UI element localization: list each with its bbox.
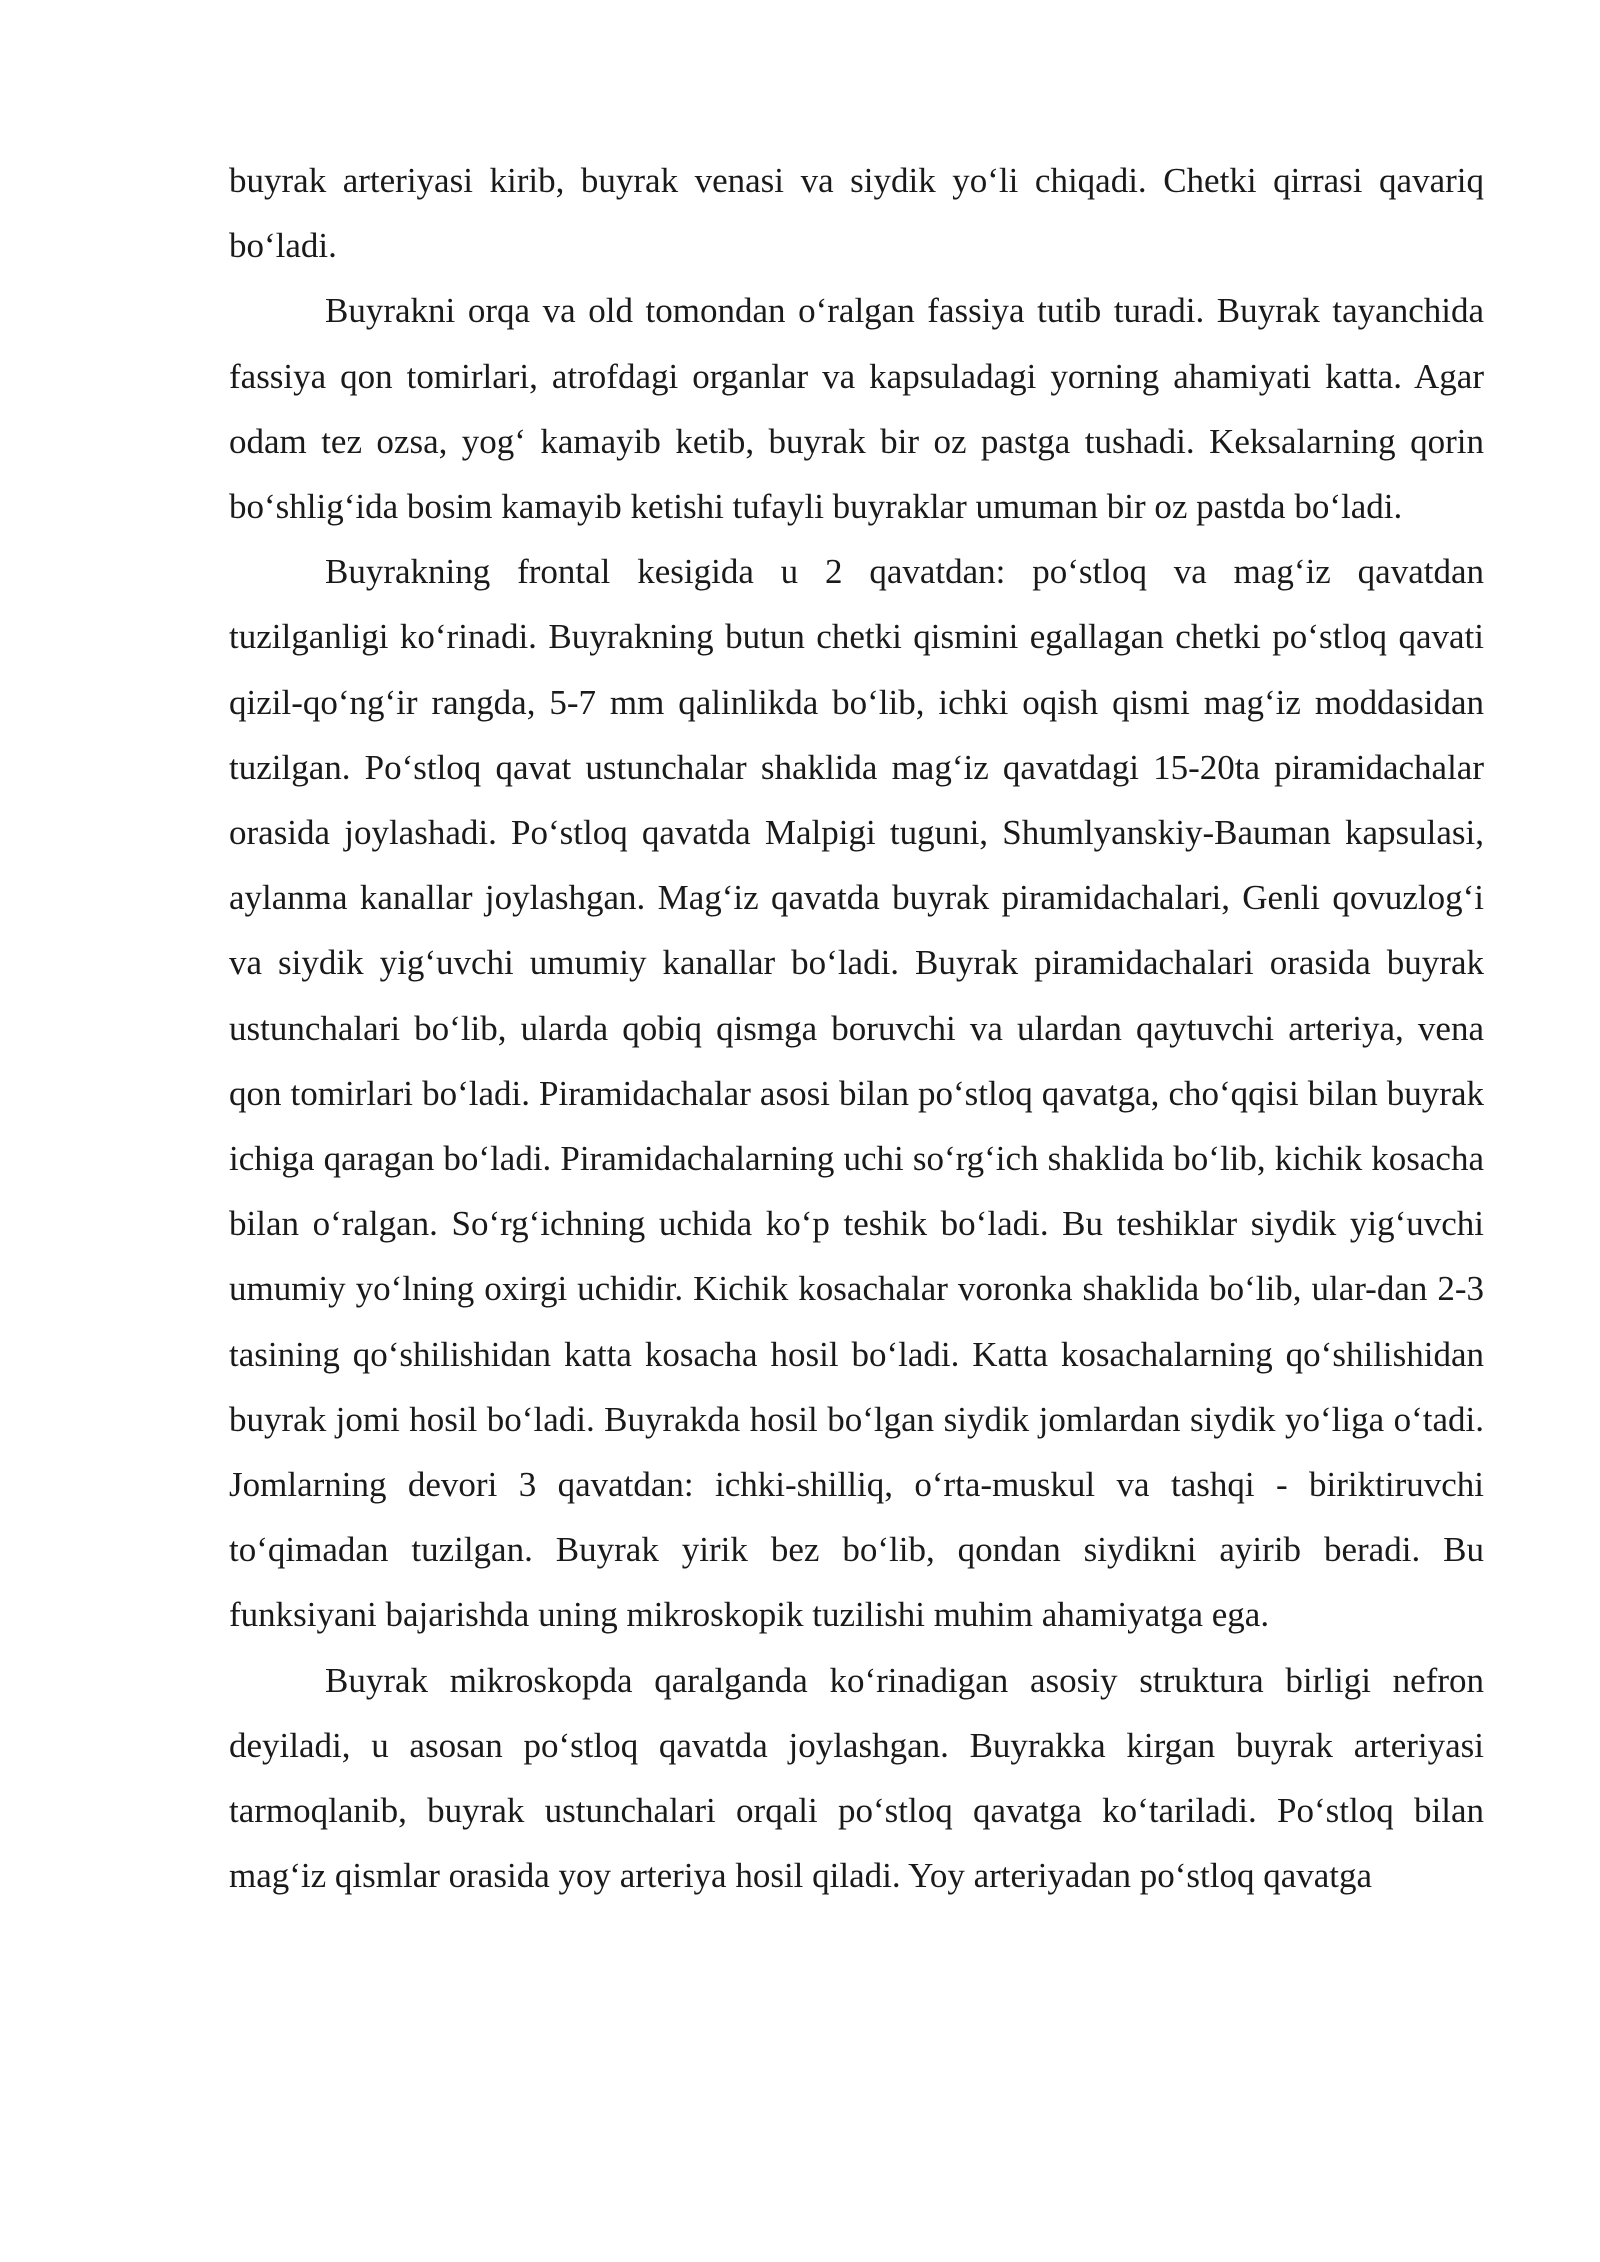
paragraph-frontal-section: Buyrakning frontal kesigida u 2 qavatdan: po‘stloq va mag‘iz qavatdan tuzilganligi ko‘rinadi. Buyrakning butun chetki qismini egallagan chetki po‘stloq qavati qizil-qo‘ng‘ir rangda, 5-7 mm qalinlikda bo‘lib, ichki oqish qismi mag‘iz moddasidan tuzilgan. Po‘stloq qavat ustunchalar shaklida mag‘iz qavatdagi 15-20ta piramidachalar orasida joylashadi. Po‘stloq qavatda Malpigi tuguni, Shumlyanskiy-Bauman kapsulasi, aylanma kanallar joylashgan. Mag‘iz qavatda buyrak piramidachalari, Genli qovuzlog‘i va siydik yig‘uvchi umumiy kanallar bo‘ladi. Buyrak piramidachalari orasida buyrak ustunchalari bo‘lib, ularda qobiq qismga boruvchi va ulardan qaytuvchi arteriya, vena qon tomirlari bo‘ladi. Piramidachalar asosi bilan po‘stloq qavatga, cho‘qqisi bilan buyrak ichiga qaragan bo‘ladi. Piramidachalarning uchi so‘rg‘ich shaklida bo‘lib, kichik kosacha bilan o‘ralgan. So‘rg‘ichning uchida ko‘p teshik bo‘ladi. Bu teshiklar siydik yig‘uvchi umumiy yo‘lning oxirgi uchidir. Kichik kosachalar voronka shaklida bo‘lib, ular-dan 2-3 tasining qo‘shilishidan katta kosacha hosil bo‘ladi. Katta kosachalarning qo‘shilishidan buyrak jomi hosil bo‘ladi. Buyrakda hosil bo‘lgan siydik jomlardan siydik yo‘liga o‘tadi. Jomlarning devori 3 qavatdan: ichki-shilliq, o‘rta-muskul va tashqi - biriktiruvchi to‘qimadan tuzilgan. Buyrak yirik bez bo‘lib, qondan siydikni ayirib beradi. Bu funksiyani bajarishda uning mikroskopik tuzilishi muhim ahamiyatga ega. <box>229 552 1484 1635</box>
body-text <box>229 148 1484 1908</box>
paragraph-continued: buyrak arteriyasi kirib, buyrak venasi va siydik yo‘li chiqadi. Chetki qirrasi qavariq bo‘ladi. <box>229 161 1484 266</box>
paragraph-fascia: Buyrakni orqa va old tomondan o‘ralgan fassiya tutib turadi. Buyrak tayanchida fassiya qon tomirlari, atrofdagi organlar va kapsuladagi yorning ahamiyati katta. Agar odam tez ozsa, yog‘ kamayib ketib, buyrak bir oz pastga tushadi. Keksalarning qorin bo‘shlig‘ida bosim kamayib ketishi tufayli buyraklar umuman bir oz pastda bo‘ladi. <box>229 291 1484 527</box>
paragraph-nephron: Buyrak mikroskopda qaralganda ko‘rinadigan asosiy struktura birligi nefron deyiladi, u asosan po‘stloq qavatda joylashgan. Buyrakka kirgan buyrak arteriyasi tarmoqlanib, buyrak ustunchalari orqali po‘stloq qavatga ko‘tariladi. Po‘stloq bilan mag‘iz qismlar orasida yoy arteriya hosil qiladi. Yoy arteriyadan po‘stloq qavatga <box>229 1660 1484 1896</box>
